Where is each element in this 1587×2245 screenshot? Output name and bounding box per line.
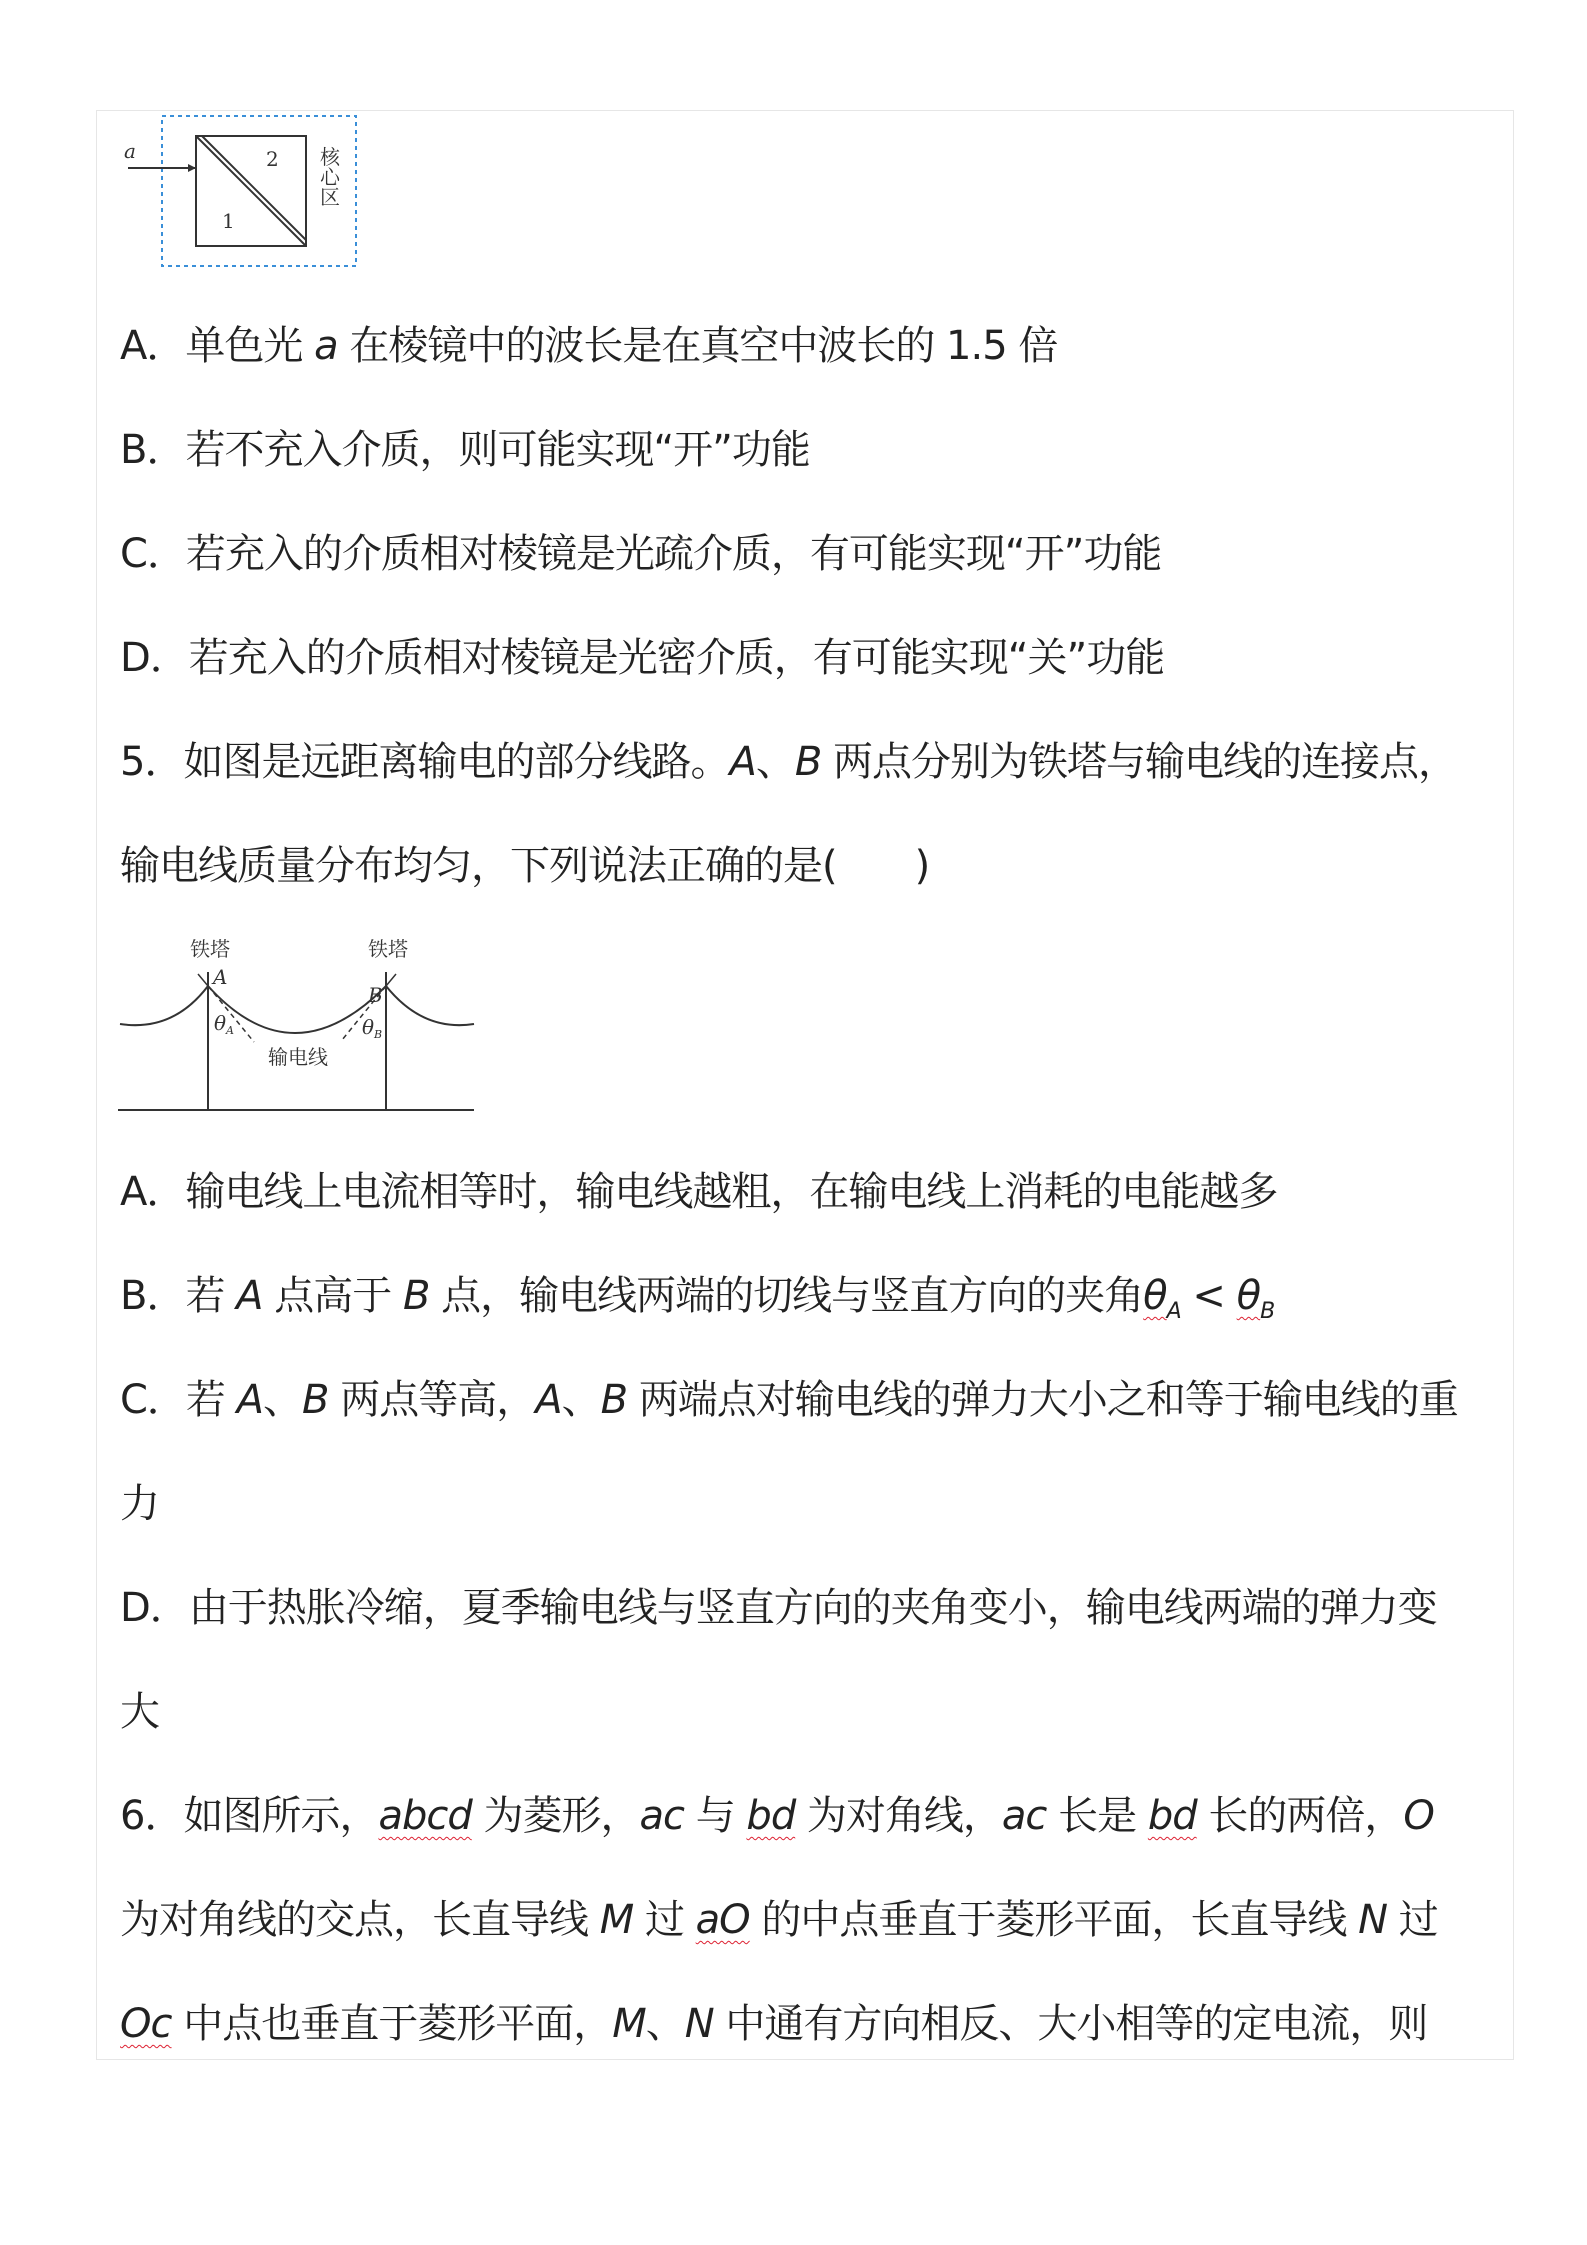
q5-option-d: D．由于热胀冷缩，夏季输电线与竖直方向的夹角变小，输电线两端的弹力变 <box>120 1585 1437 1631</box>
tangent-a-ext <box>198 974 208 986</box>
label-a: a <box>124 139 136 163</box>
q5-stem-line2: 输电线质量分布均匀，下列说法正确的是( ) <box>120 843 930 889</box>
q5-option-a: A．输电线上电流相等时，输电线越粗，在输电线上消耗的电能越多 <box>120 1169 1278 1215</box>
q6-stem-line1: 6．如图所示，abcd 为菱形，ac 与 bd 为对角线，ac 长是 bd 长的两倍，O <box>120 1793 1434 1839</box>
q6-stem-line3: Oc 中点也垂直于菱形平面，M、N 中通有方向相反、大小相等的定电流，则 <box>120 2001 1428 2047</box>
label-1: 1 <box>222 209 235 233</box>
q4-option-b: B．若不充入介质，则可能实现“开”功能 <box>120 427 810 473</box>
q5-option-d-cont: 大 <box>120 1689 159 1735</box>
prism-figure <box>118 112 368 272</box>
q6-stem-line2: 为对角线的交点，长直导线 M 过 aO 的中点垂直于菱形平面，长直导线 N 过 <box>120 1897 1438 1943</box>
q4-option-d: D．若充入的介质相对棱镜是光密介质，有可能实现“关”功能 <box>120 635 1165 681</box>
q4-option-c: C．若充入的介质相对棱镜是光疏介质，有可能实现“开”功能 <box>120 531 1162 577</box>
transmission-line-figure <box>118 930 488 1120</box>
q4-option-a: A．单色光 a 在棱镜中的波长是在真空中波长的 1.5 倍 <box>120 323 1058 369</box>
wire-label: 输电线 <box>268 1045 328 1069</box>
q5-option-c: C．若 A、B 两点等高，A、B 两端点对输电线的弹力大小之和等于输电线的重 <box>120 1377 1458 1423</box>
label-2: 2 <box>266 147 279 171</box>
tower-left-label: 铁塔 <box>190 937 230 961</box>
diagonal-line-2 <box>202 136 306 240</box>
point-b-label: B <box>368 983 383 1007</box>
q5-option-b: B．若 A 点高于 B 点，输电线两端的切线与竖直方向的夹角$\theta_A < \theta_B$ <box>120 1273 1275 1324</box>
core-label-3: 区 <box>320 185 340 209</box>
tangent-b-ext <box>386 974 396 986</box>
theta-b-label: $\theta_B$ <box>362 1015 383 1041</box>
q5-stem-line1: 5．如图是远距离输电的部分线路。A、B 两点分别为铁塔与输电线的连接点， <box>120 739 1457 785</box>
diagonal-line-1 <box>196 136 306 246</box>
q5-option-c-cont: 力 <box>120 1481 159 1527</box>
tower-right-label: 铁塔 <box>368 937 408 961</box>
core-label-2: 心 <box>320 165 340 189</box>
wire-right-outer <box>386 986 474 1025</box>
point-a-label: A <box>213 965 228 989</box>
ray-arrowhead <box>188 164 196 172</box>
power-line <box>208 986 386 1033</box>
theta-a-label: $\theta_A$ <box>214 1011 234 1037</box>
wire-left-outer <box>120 986 208 1025</box>
core-label-1: 核 <box>320 145 340 169</box>
